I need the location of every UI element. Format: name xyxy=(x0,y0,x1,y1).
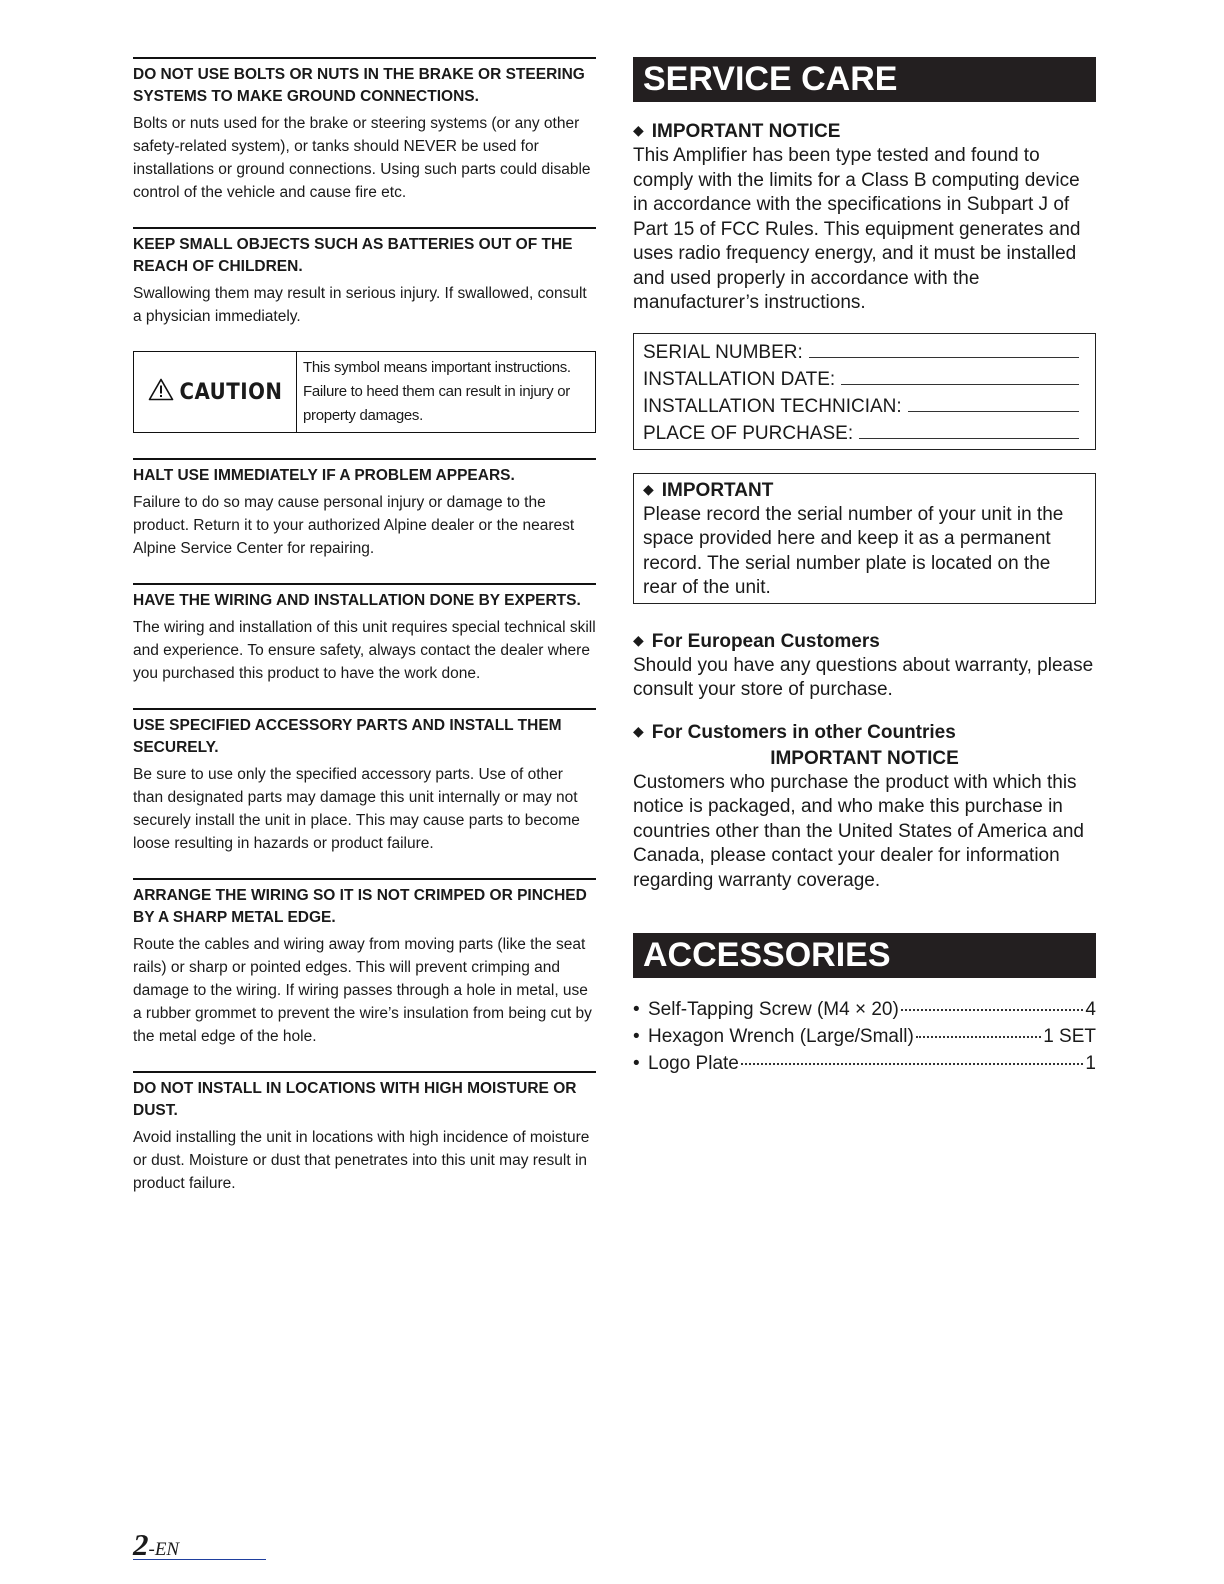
accessories-list xyxy=(633,996,1096,1077)
installation-technician-label: INSTALLATION TECHNICIAN: xyxy=(643,395,902,417)
page-number: 2 xyxy=(133,1527,149,1562)
serial-number-field xyxy=(809,341,1079,358)
warning-body: Be sure to use only the specified accessory parts. Use of other than designated parts may damage this unit internally or may not securely install the unit in place. This may cause parts to become loose resulting in hazards or product failure. xyxy=(133,766,580,852)
service-column xyxy=(633,57,1096,1077)
accessory-name: Self-Tapping Screw (M4 × 20) xyxy=(648,999,899,1020)
bullet-icon: • xyxy=(633,1026,640,1047)
other-countries-body: Customers who purchase the product with which this notice is packaged, and who make this purchase in countries other than the United States of America and Canada, please contact your dealer for information regarding warranty coverage. xyxy=(633,771,1084,891)
warning-block xyxy=(133,57,596,204)
warning-block xyxy=(133,878,596,1048)
other-countries-section xyxy=(633,721,1096,894)
form-row xyxy=(643,339,1079,366)
warning-body: Failure to do so may cause personal injury or damage to the product. Return it to your authorized Alpine dealer or the nearest Alpine Service Center for repairing. xyxy=(133,494,575,557)
caution-label: CAUTION xyxy=(179,379,283,405)
warning-title: USE SPECIFIED ACCESSORY PARTS AND INSTALL THEM SECURELY. xyxy=(133,717,562,756)
important-notice-section xyxy=(633,120,1096,316)
list-item xyxy=(633,1023,1096,1050)
place-of-purchase-label: PLACE OF PURCHASE: xyxy=(643,422,854,444)
other-countries-subheading: IMPORTANT NOTICE xyxy=(770,747,959,769)
warning-block xyxy=(133,458,596,560)
caution-label-cell xyxy=(134,352,297,432)
warning-triangle-icon xyxy=(148,378,174,406)
important-box xyxy=(633,473,1096,604)
warning-block xyxy=(133,708,596,855)
form-row xyxy=(643,393,1079,420)
important-notice-heading: IMPORTANT NOTICE xyxy=(651,121,841,142)
safety-warnings-column xyxy=(133,57,596,1218)
diamond-bullet-icon: ◆ xyxy=(633,122,644,138)
warning-title: HALT USE IMMEDIATELY IF A PROBLEM APPEARS. xyxy=(133,467,515,484)
dot-leader xyxy=(916,1036,1041,1038)
place-of-purchase-field xyxy=(859,422,1079,439)
european-customers-body: Should you have any questions about warranty, please consult your store of purchase. xyxy=(633,654,1094,700)
page-language-suffix: -EN xyxy=(148,1539,180,1560)
bullet-icon: • xyxy=(633,1053,640,1074)
warning-title: DO NOT INSTALL IN LOCATIONS WITH HIGH MOISTURE OR DUST. xyxy=(133,1080,577,1119)
warning-title: HAVE THE WIRING AND INSTALLATION DONE BY EXPERTS. xyxy=(133,592,581,609)
warning-body: Route the cables and wiring away from moving parts (like the seat rails) or sharp or pointed edges. This will prevent crimping and damage to the wiring. If wiring passes through a hole in metal, use a rubber grommet to prevent the wire’s insulation from being cut by the metal edge of the hole. xyxy=(133,936,592,1045)
warning-title: DO NOT USE BOLTS OR NUTS IN THE BRAKE OR STEERING SYSTEMS TO MAKE GROUND CONNECTIONS. xyxy=(133,66,585,105)
accessory-name: Hexagon Wrench (Large/Small) xyxy=(648,1026,914,1047)
dot-leader xyxy=(901,1009,1084,1011)
european-customers-section xyxy=(633,630,1096,703)
list-item xyxy=(633,996,1096,1023)
caution-description: This symbol means important instructions. Failure to heed them can result in injury or property damages. xyxy=(303,359,571,424)
warning-block xyxy=(133,583,596,685)
accessory-qty: 1 xyxy=(1085,1053,1096,1074)
warning-body: Swallowing them may result in serious injury. If swallowed, consult a physician immediately. xyxy=(133,285,587,325)
form-row xyxy=(643,366,1079,393)
accessories-heading: ACCESSORIES xyxy=(633,933,1096,978)
warning-title: ARRANGE THE WIRING SO IT IS NOT CRIMPED OR PINCHED BY A SHARP METAL EDGE. xyxy=(133,887,587,926)
list-item xyxy=(633,1050,1096,1077)
diamond-bullet-icon: ◆ xyxy=(633,722,644,739)
important-body: Please record the serial number of your unit in the space provided here and keep it as a permanent record. The serial number plate is located on the rear of the unit. xyxy=(643,503,1064,598)
installation-date-field xyxy=(841,368,1079,385)
european-customers-heading: For European Customers xyxy=(651,630,880,652)
warning-block xyxy=(133,227,596,328)
accessory-qty: 1 SET xyxy=(1043,1026,1096,1047)
important-notice-body: This Amplifier has been type tested and found to comply with the limits for a Class B computing device in accordance with the specifications in Subpart J of Part 15 of FCC Rules. This equipment generates and uses radio frequency energy, and it must be installed and used properly in accordance with the manufacturer’s instructions. xyxy=(633,145,1081,313)
dot-leader xyxy=(741,1063,1084,1065)
warning-title: KEEP SMALL OBJECTS SUCH AS BATTERIES OUT OF THE REACH OF CHILDREN. xyxy=(133,236,573,275)
warning-block xyxy=(133,1071,596,1195)
accessory-name: Logo Plate xyxy=(648,1053,739,1074)
warning-body: The wiring and installation of this unit requires special technical skill and experience. To ensure safety, always contact the dealer where you purchased this product to have the work done. xyxy=(133,619,596,682)
installation-date-label: INSTALLATION DATE: xyxy=(643,368,836,390)
diamond-bullet-icon: ◆ xyxy=(633,631,644,648)
page-footer xyxy=(133,1527,266,1560)
warning-body: Bolts or nuts used for the brake or steering systems (or any other safety-related system), or tanks should NEVER be used for installations or ground connections. Using such parts could disable control of the vehicle and cause fire etc. xyxy=(133,115,591,201)
important-heading: IMPORTANT xyxy=(661,479,774,501)
serial-number-label: SERIAL NUMBER: xyxy=(643,341,803,363)
warning-body: Avoid installing the unit in locations with high incidence of moisture or dust. Moisture or dust that penetrates into this unit may result in product failure. xyxy=(133,1129,590,1192)
form-row xyxy=(643,420,1079,447)
installation-technician-field xyxy=(908,395,1079,412)
registration-form xyxy=(633,333,1096,450)
bullet-icon: • xyxy=(633,999,640,1020)
service-care-heading: SERVICE CARE xyxy=(633,57,1096,102)
accessory-qty: 4 xyxy=(1085,999,1096,1020)
caution-box xyxy=(133,351,596,433)
other-countries-heading: For Customers in other Countries xyxy=(651,721,956,743)
diamond-bullet-icon: ◆ xyxy=(643,480,654,497)
